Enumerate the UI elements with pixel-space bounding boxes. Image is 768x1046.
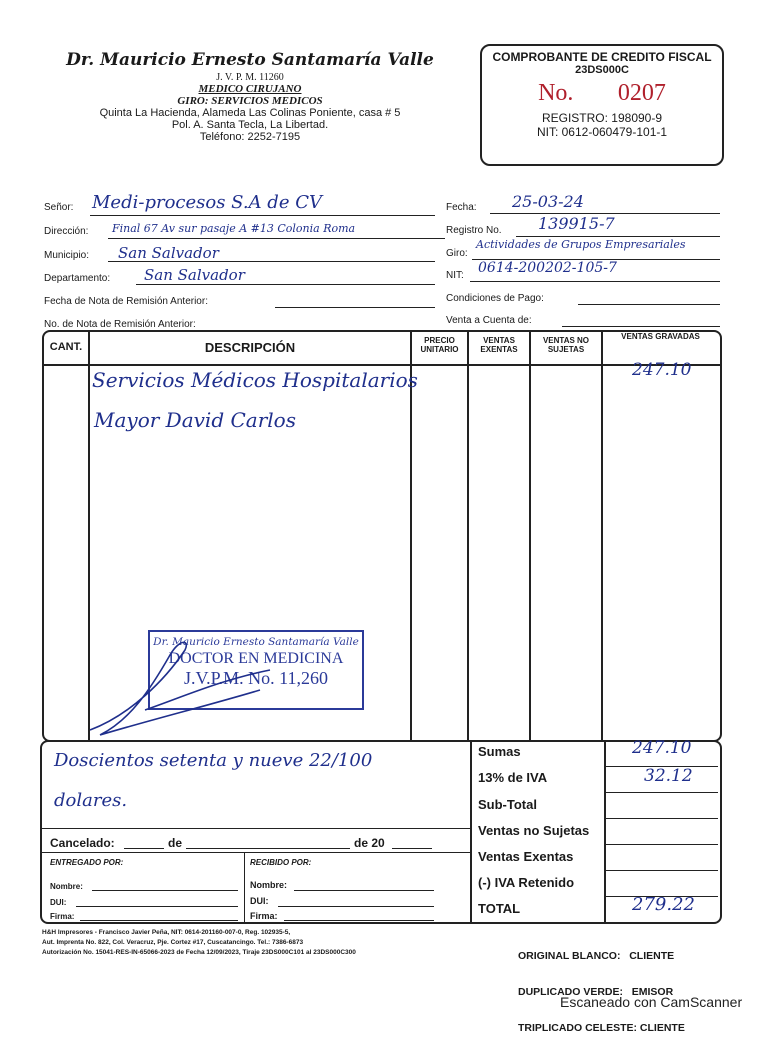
no-label: No. [538, 80, 574, 106]
phone: Teléfono: 2252-7195 [199, 131, 301, 143]
printer-line-3: Autorización No. 15041-RES-IN-65066-2023 de Fecha 12/09/2023, Tiraje 23DS000C101 al 23DS000C300 [42, 949, 356, 956]
amount-words-2: dolares. [54, 790, 128, 811]
fiscal-registro: REGISTRO: 198090-9 [541, 111, 663, 125]
exentas-label: Ventas Exentas [478, 849, 574, 864]
registro-line [516, 236, 720, 237]
tot-row-2 [604, 792, 718, 793]
stamp-line-3: J.V.P.M. No. 11,260 [183, 668, 329, 688]
direccion-line [108, 238, 445, 239]
entregado-label: ENTREGADO POR: [50, 858, 124, 867]
fecha-label: Fecha: [446, 202, 477, 213]
fecha-value: 25-03-24 [512, 192, 584, 211]
recibido-nombre-label: Nombre: [250, 880, 288, 890]
giro-value: Actividades de Grupos Empresariales [476, 238, 686, 251]
entregado-dui-label: DUI: [50, 898, 67, 907]
issuer-header [60, 50, 440, 143]
direccion-label: Dirección: [44, 226, 89, 237]
item-line-2: Mayor David Carlos [94, 408, 296, 432]
venta-cuenta-line [562, 326, 720, 327]
item-gravadas: 247.10 [632, 360, 692, 380]
de-line [186, 848, 350, 849]
municipio-label: Municipio: [44, 250, 90, 261]
de20-label: de 20 [354, 836, 385, 850]
address-line-2: Pol. A. Santa Tecla, La Libertad. [171, 119, 329, 131]
nit-value: 0614-200202-105-7 [478, 260, 617, 276]
amount-words-1: Doscientos setenta y nueve 22/100 [54, 750, 373, 771]
no-sujetas-label: Ventas no Sujetas [478, 823, 590, 838]
venta-cuenta-label: Venta a Cuenta de: [446, 315, 532, 326]
sumas-value: 247.10 [632, 738, 692, 758]
printer-line-2: Aut. Imprenta No. 822, Col. Veracruz, Pje. Cortez #17, Cuscatancingo. Tel.: 7386-6873 [42, 939, 304, 946]
senor-label: Señor: [44, 202, 74, 213]
col-divider-nosujetas [601, 330, 603, 740]
stamp-line-1: Dr. Mauricio Ernesto Santamaría Valle [153, 636, 359, 648]
recibido-dui-line [278, 906, 434, 907]
specialty: MEDICO CIRUJANO [198, 83, 302, 95]
registro-label: Registro No. [446, 225, 502, 236]
entregado-nombre-label: Nombre: [50, 882, 83, 891]
entregado-dui-line [76, 906, 238, 907]
senor-value: Medi-procesos S.A de CV [92, 192, 322, 213]
sumas-label: Sumas [478, 744, 521, 759]
table-header-divider [42, 364, 720, 366]
th-nosujetas: VENTAS NO SUJETAS [542, 336, 590, 354]
senor-line [90, 215, 435, 216]
municipio-value: San Salvador [118, 244, 219, 262]
fiscal-box [480, 44, 724, 166]
direccion-value: Final 67 Av sur pasaje A #13 Colonia Roma [112, 222, 356, 235]
fiscal-code: 23DS000C [575, 64, 629, 76]
item-line-1: Servicios Médicos Hospitalarios [92, 368, 418, 392]
receipt-divider [40, 852, 472, 853]
address-line-1: Quinta La Hacienda, Alameda Las Colinas Poniente, casa # 5 [99, 107, 401, 119]
col-divider-precio [467, 330, 469, 740]
fecha-nota-label: Fecha de Nota de Remisión Anterior: [44, 296, 208, 307]
recibido-nombre-line [294, 890, 434, 891]
no-value: 0207 [617, 80, 666, 106]
th-precio: PRECIO UNITARIO [420, 336, 459, 354]
words-divider [40, 828, 472, 829]
tot-row-3 [604, 818, 718, 819]
entregado-firma-line [80, 920, 238, 921]
condiciones-line [578, 304, 720, 305]
iva-retenido-label: (-) IVA Retenido [478, 875, 575, 890]
copy-distribution [518, 926, 685, 1046]
fiscal-nit: NIT: 0612-060479-101-1 [536, 125, 668, 139]
stamp-line-2: DOCTOR EN MEDICINA [168, 650, 344, 667]
copy-line-1: ORIGINAL BLANCO: CLIENTE [518, 950, 675, 962]
entregado-firma-label: Firma: [50, 912, 75, 921]
copy-line-3: TRIPLICADO CELESTE: CLIENTE [518, 1022, 685, 1034]
nit-label: NIT: [446, 270, 464, 281]
th-exentas: VENTAS EXENTAS [480, 336, 518, 354]
summary-divider [470, 740, 472, 922]
departamento-value: San Salvador [144, 266, 245, 284]
de20-line [392, 848, 432, 849]
tot-row-5 [604, 870, 718, 871]
departamento-line [136, 284, 435, 285]
signature [70, 610, 370, 750]
giro: GIRO: SERVICIOS MEDICOS [177, 95, 323, 107]
fiscal-number-row [482, 80, 722, 107]
th-cant: CANT. [49, 341, 83, 353]
recibido-dui-label: DUI: [250, 896, 269, 906]
no-nota-label: No. de Nota de Remisión Anterior: [44, 319, 196, 330]
subtotal-label: Sub-Total [478, 797, 537, 812]
iva-label: 13% de IVA [478, 770, 548, 785]
totals-value-divider [604, 740, 606, 922]
total-value: 279.22 [632, 894, 695, 915]
giro-label: Giro: [446, 248, 468, 259]
condiciones-label: Condiciones de Pago: [446, 293, 544, 304]
de-label: de [168, 836, 183, 850]
cancelado-line [124, 848, 164, 849]
printer-info [42, 928, 356, 958]
recibido-firma-line [284, 920, 434, 921]
iva-value: 32.12 [644, 766, 693, 786]
th-descripcion: DESCRIPCIÓN [204, 340, 296, 355]
tot-row-4 [604, 844, 718, 845]
cancelado-label: Cancelado: [50, 836, 115, 850]
printer-line-1: H&H Impresores - Francisco Javier Peña, NIT: 0614-201160-007-0, Reg. 102935-5, [42, 929, 291, 936]
fiscal-title: COMPROBANTE DE CREDITO FISCAL [492, 50, 712, 64]
recibido-label: RECIBIDO POR: [250, 858, 312, 867]
scanner-watermark: Escaneado con CamScanner [560, 994, 743, 1010]
nit-line [470, 281, 720, 282]
col-divider-exentas [529, 330, 531, 740]
doctor-name: Dr. Mauricio Ernesto Santamaría Valle [66, 50, 434, 70]
entregado-nombre-line [92, 890, 238, 891]
copy-line-2: DUPLICADO VERDE: EMISOR [518, 986, 674, 998]
th-gravadas: VENTAS GRAVADAS [621, 332, 700, 341]
receipt-mid-divider [244, 852, 245, 922]
departamento-label: Departamento: [44, 273, 111, 284]
recibido-firma-label: Firma: [250, 911, 278, 921]
total-label: TOTAL [478, 901, 521, 916]
registro-value: 139915-7 [538, 214, 615, 233]
fecha-nota-line [275, 307, 435, 308]
jvpm: J. V. P. M. 11260 [216, 72, 284, 83]
